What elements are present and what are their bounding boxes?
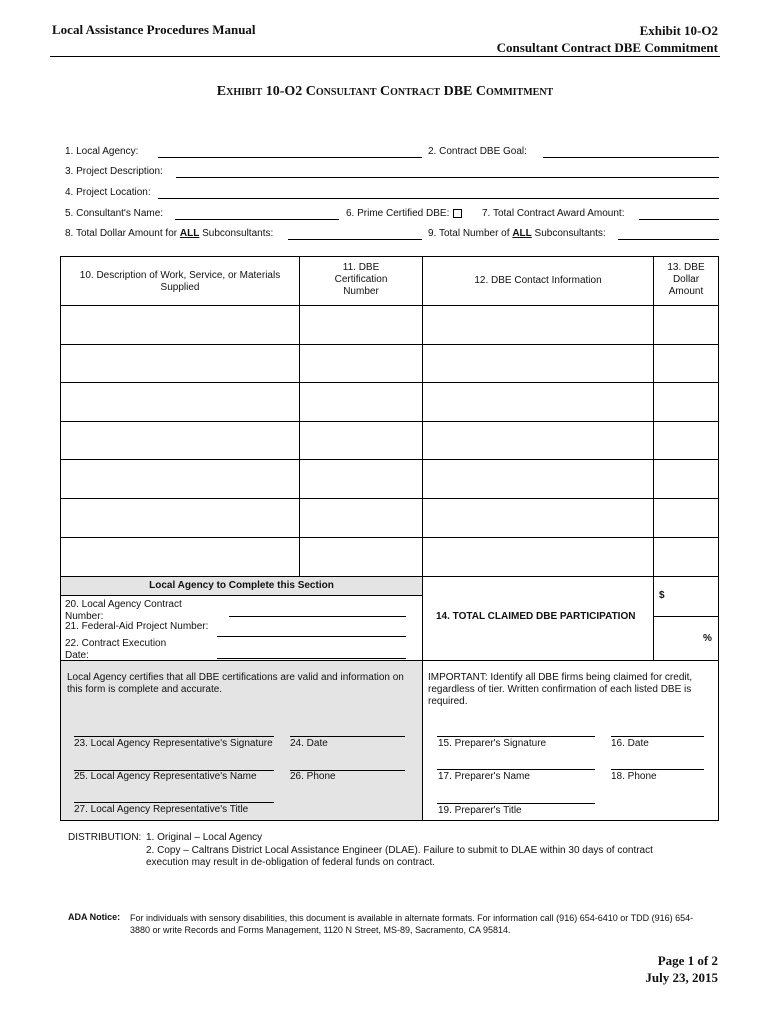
col-divider-3 (653, 256, 654, 576)
distribution-item-1: 1. Original – Local Agency (146, 832, 263, 843)
agency-phone-label: 26. Phone (290, 771, 336, 782)
important-notice: IMPORTANT: Identify all DBE firms being claimed for credit, regardless of tier. Written confirmation of each listed DBE is required. (428, 672, 693, 707)
agency-name-label: 25. Local Agency Representative's Name (74, 771, 257, 782)
revision-date: July 23, 2015 (645, 970, 718, 985)
contract-number-label: 20. Local Agency Contract Number: (65, 599, 182, 622)
distribution-item-2: 2. Copy – Caltrans District Local Assistance Engineer (DLAE). Failure to submit to DLAE within 30 days of contract execution may result in de-obligation of federal funds on contract. (146, 845, 653, 868)
page-title (0, 84, 770, 100)
col-divider-1 (299, 256, 300, 576)
page-footer (645, 952, 718, 986)
preparer-phone-label: 18. Phone (611, 771, 657, 782)
col-header-description: 10. Description of Work, Service, or Materials Supplied (79, 270, 281, 293)
project-description-field[interactable] (176, 177, 719, 178)
preparer-title-field[interactable] (437, 803, 595, 804)
total-bottom-rule (422, 660, 719, 661)
title-name: Consultant Contract DBE Commitment (305, 84, 554, 99)
total-award-label: 7. Total Contract Award Amount: (482, 208, 625, 219)
agency-certification-text: Local Agency certifies that all DBE certifications are valid and information on this form is complete and accurate. (67, 672, 404, 695)
total-dollar-suffix: Subconsultants: (199, 228, 274, 239)
federal-aid-field[interactable] (217, 636, 406, 637)
ada-text: For individuals with sensory disabilities, this document is available in alternate formats. For information call (916) 654-6410 or TDD (916) 654-3880 or write Records and Forms Management, 1120 N Street, MS-89, Sacramento, CA 95814. (130, 913, 694, 935)
agency-section-heading: Local Agency to Complete this Section (149, 580, 334, 591)
agency-fields-rule (60, 660, 422, 661)
table-cell[interactable] (61, 499, 299, 537)
total-number-field[interactable] (618, 239, 719, 240)
col-header-dollar: 13. DBE Dollar Amount (667, 262, 705, 297)
execution-date-label: 22. Contract Execution Date: (65, 638, 167, 661)
table-cell[interactable] (61, 538, 299, 576)
preparer-signature-field[interactable] (437, 736, 595, 737)
agency-date-field[interactable] (290, 736, 405, 737)
agency-title-field[interactable] (74, 802, 274, 803)
preparer-date-field[interactable] (611, 736, 704, 737)
consultant-name-label: 5. Consultant's Name: (65, 208, 164, 219)
col-header-cert-number: 11. DBE Certification Number (334, 262, 388, 297)
page-number: Page 1 of 2 (657, 953, 718, 968)
preparer-date-label: 16. Date (611, 738, 649, 749)
agency-signature-field[interactable] (74, 736, 274, 737)
header-rule (50, 56, 720, 57)
contract-dbe-goal-field[interactable] (543, 157, 719, 158)
total-dollar-all: ALL (179, 228, 200, 239)
agency-title-label: 27. Local Agency Representative's Title (74, 804, 249, 815)
consultant-name-field[interactable] (175, 219, 339, 220)
local-agency-label: 1. Local Agency: (65, 146, 139, 157)
preparer-name-label: 17. Preparer's Name (438, 771, 530, 782)
total-dollar-sign: $ (659, 590, 665, 601)
total-number-label (428, 228, 606, 239)
preparer-signature-label: 15. Preparer's Signature (438, 738, 547, 749)
table-cell[interactable] (61, 306, 299, 344)
preparer-name-field[interactable] (437, 769, 595, 770)
col-divider-2 (422, 256, 423, 821)
prime-certified-label (346, 208, 462, 219)
project-location-label: 4. Project Location: (65, 187, 151, 198)
project-location-field[interactable] (158, 198, 719, 199)
project-description-label: 3. Project Description: (65, 166, 163, 177)
exhibit-header (497, 22, 718, 56)
exhibit-subtitle: Consultant Contract DBE Commitment (496, 40, 718, 55)
total-percent-input[interactable] (655, 620, 701, 656)
exhibit-number: Exhibit 10-O2 (639, 23, 718, 38)
total-number-prefix: 9. Total Number of (428, 228, 513, 239)
federal-aid-label: 21. Federal-Aid Project Number: (65, 621, 209, 632)
total-divider (653, 576, 654, 660)
contract-number-field[interactable] (229, 616, 406, 617)
total-dollar-input[interactable] (655, 598, 715, 614)
execution-date-field[interactable] (217, 658, 406, 659)
total-dollar-prefix: 8. Total Dollar Amount for (65, 228, 180, 239)
agency-signature-label: 23. Local Agency Representative's Signature (74, 738, 273, 749)
row-line (60, 576, 719, 577)
local-agency-field[interactable] (158, 157, 422, 158)
table-cell[interactable] (61, 383, 299, 421)
preparer-title-label: 19. Preparer's Title (438, 805, 522, 816)
col-header-contact: 12. DBE Contact Information (474, 275, 602, 286)
total-percent-sign: % (703, 633, 712, 644)
ada-label: ADA Notice: (68, 912, 121, 922)
total-mid-rule (653, 616, 719, 617)
preparer-phone-field[interactable] (611, 769, 704, 770)
total-number-all: ALL (512, 228, 532, 239)
table-cell[interactable] (61, 460, 299, 498)
total-award-field[interactable] (639, 219, 719, 220)
total-claimed-label: 14. TOTAL CLAIMED DBE PARTICIPATION (436, 611, 636, 622)
total-dollar-label (65, 228, 273, 239)
table-cell[interactable] (61, 422, 299, 459)
table-cell[interactable] (61, 345, 299, 382)
total-dollar-field[interactable] (288, 239, 422, 240)
title-exhibit: Exhibit 10-O2 (216, 84, 303, 99)
total-number-suffix: Subconsultants: (531, 228, 606, 239)
manual-title: Local Assistance Procedures Manual (52, 22, 256, 37)
contract-dbe-goal-label: 2. Contract DBE Goal: (428, 146, 527, 157)
agency-date-label: 24. Date (290, 738, 328, 749)
agency-heading-rule (60, 595, 422, 596)
prime-certified-checkbox[interactable] (453, 209, 462, 218)
distribution-label: DISTRIBUTION: (68, 832, 142, 843)
prime-certified-text: 6. Prime Certified DBE: (346, 208, 450, 219)
